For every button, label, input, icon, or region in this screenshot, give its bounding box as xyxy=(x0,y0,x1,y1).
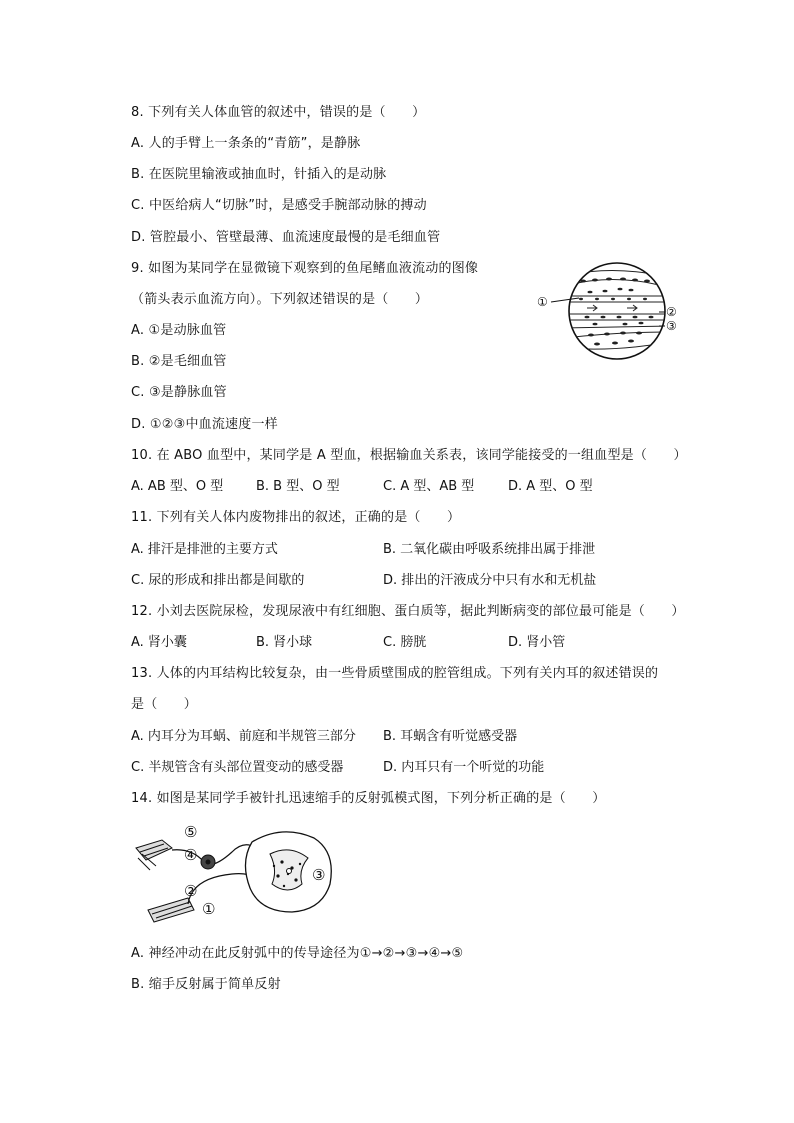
q14-fig-label-3: ③ xyxy=(312,866,326,884)
q10-option-b: B. B 型、O 型 xyxy=(256,479,340,494)
q11-option-a: A. 排汗是排泄的主要方式 xyxy=(131,542,278,557)
q9-stem-line1: 9. 如图为某同学在显微镜下观察到的鱼尾鳍血液流动的图像 xyxy=(131,261,479,276)
q14-fig-label-2: ② xyxy=(184,882,198,900)
q9-fig-label-2: ② xyxy=(666,305,677,319)
q14-option-b: B. 缩手反射属于简单反射 xyxy=(131,977,281,992)
q9-fig-label-1: ① xyxy=(537,295,548,309)
q13-option-d: D. 内耳只有一个听觉的功能 xyxy=(383,760,545,775)
q10-stem: 10. 在 ABO 血型中，某同学是 A 型血，根据输血关系表，该同学能接受的一组血型是（ ） xyxy=(131,448,687,463)
q14-fig-label-1: ① xyxy=(202,900,216,918)
q14-fig-label-5: ⑤ xyxy=(184,823,198,841)
q8-option-c: C. 中医给病人“切脉”时，是感受手腕部动脉的搏动 xyxy=(131,198,427,213)
q13-option-c: C. 半规管含有头部位置变动的感受器 xyxy=(131,760,344,775)
q8-option-a: A. 人的手臂上一条条的“青筋”，是静脉 xyxy=(131,136,361,151)
q11-option-c: C. 尿的形成和排出都是间歇的 xyxy=(131,573,305,588)
q10-option-c: C. A 型、AB 型 xyxy=(383,479,475,494)
q14-fig-label-4: ④ xyxy=(184,846,198,864)
q8-stem: 8. 下列有关人体血管的叙述中，错误的是（ ） xyxy=(131,105,426,120)
q11-stem: 11. 下列有关人体内废物排出的叙述，正确的是（ ） xyxy=(131,510,461,525)
q13-stem-line2: 是（ ） xyxy=(131,697,198,712)
q10-option-a: A. AB 型、O 型 xyxy=(131,479,224,494)
q9-stem-line2: （箭头表示血流方向）。下列叙述错误的是（ ） xyxy=(131,292,429,307)
q13-option-a: A. 内耳分为耳蜗、前庭和半规管三部分 xyxy=(131,729,356,744)
q12-stem: 12. 小刘去医院尿检，发现尿液中有红细胞、蛋白质等，据此判断病变的部位最可能是（ ） xyxy=(131,604,685,619)
q8-option-b: B. 在医院里输液或抽血时，针插入的是动脉 xyxy=(131,167,387,182)
q9-option-c: C. ③是静脉血管 xyxy=(131,385,227,400)
q13-stem-line1: 13. 人体的内耳结构比较复杂，由一些骨质壁围成的腔管组成。下列有关内耳的叙述错误的 xyxy=(131,666,659,681)
q9-option-a: A. ①是动脉血管 xyxy=(131,323,227,338)
q12-option-d: D. 肾小管 xyxy=(508,635,566,650)
reflex-arc-figure xyxy=(132,818,340,928)
q10-option-d: D. A 型、O 型 xyxy=(508,479,593,494)
q11-option-d: D. 排出的汗液成分中只有水和无机盐 xyxy=(383,573,597,588)
q12-option-c: C. 膀胱 xyxy=(383,635,427,650)
q12-option-a: A. 肾小囊 xyxy=(131,635,187,650)
q14-stem: 14. 如图是某同学手被针扎迅速缩手的反射弧模式图，下列分析正确的是（ ） xyxy=(131,791,606,806)
q14-option-a: A. 神经冲动在此反射弧中的传导途径为①→②→③→④→⑤ xyxy=(131,946,464,961)
blood-flow-microscope-figure xyxy=(535,262,690,360)
q9-fig-label-3: ③ xyxy=(666,319,677,333)
q8-option-d: D. 管腔最小、管壁最薄、血流速度最慢的是毛细血管 xyxy=(131,230,441,245)
q11-option-b: B. 二氧化碳由呼吸系统排出属于排泄 xyxy=(383,542,596,557)
q12-option-b: B. 肾小球 xyxy=(256,635,313,650)
q9-option-d: D. ①②③中血流速度一样 xyxy=(131,417,278,432)
q13-option-b: B. 耳蜗含有听觉感受器 xyxy=(383,729,518,744)
q9-option-b: B. ②是毛细血管 xyxy=(131,354,227,369)
